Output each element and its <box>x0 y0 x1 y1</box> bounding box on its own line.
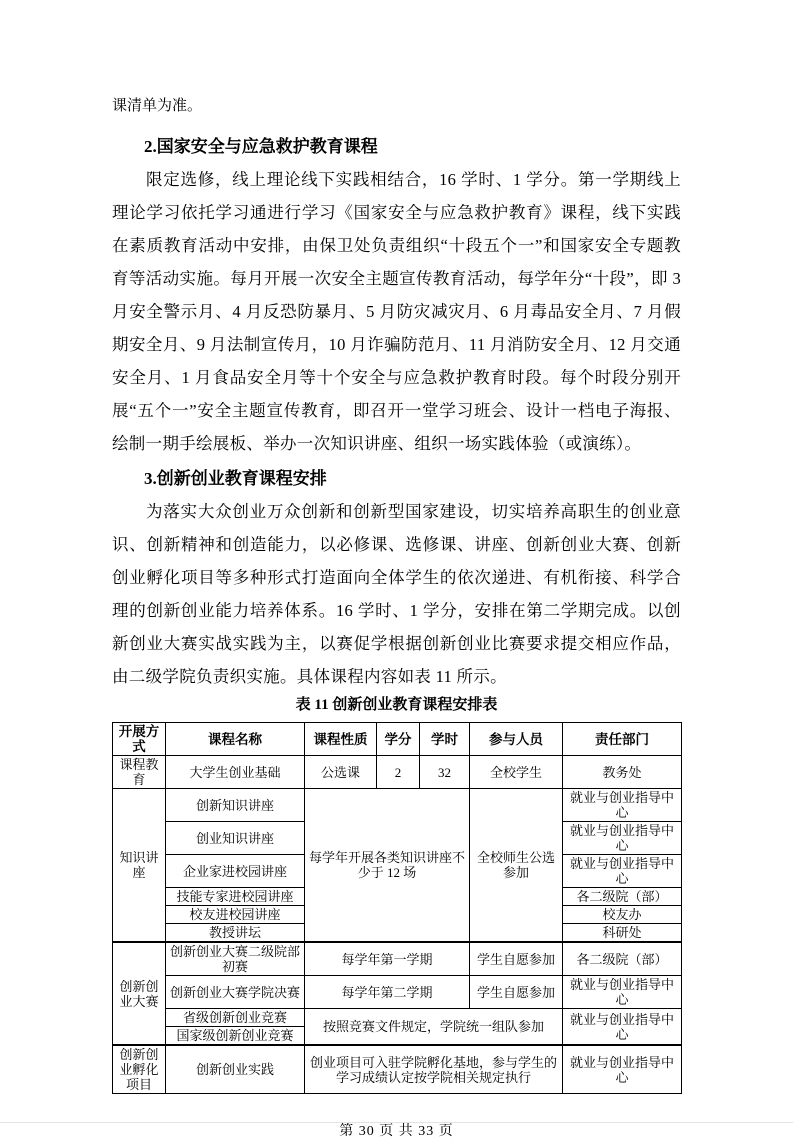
table-row-competition <box>113 942 682 976</box>
cell-department: 就业与创业指导中心 <box>563 1009 682 1046</box>
carryover-text: 课清单为准。 <box>112 98 203 114</box>
cell-course-name: 创新创业实践 <box>166 1045 305 1094</box>
cell-participants: 学生自愿参加 <box>470 976 563 1009</box>
cell-department: 校友办 <box>563 906 682 924</box>
cell-course-name: 大学生创业基础 <box>166 756 305 789</box>
cell-lecture-schedule: 每学年开展各类知识讲座不少于 12 场 <box>305 789 470 943</box>
cell-participants: 学生自愿参加 <box>470 942 563 976</box>
cell-hours: 32 <box>420 756 470 789</box>
cell-participants: 全校学生 <box>470 756 563 789</box>
cell-course-name: 创新创业大赛学院决赛 <box>166 976 305 1009</box>
col-header-credits: 学分 <box>377 723 420 756</box>
cell-credits: 2 <box>377 756 420 789</box>
cell-course-name: 创新知识讲座 <box>166 789 305 822</box>
col-header-method: 开展方式 <box>113 723 166 756</box>
table-row-competition <box>113 976 682 1009</box>
cell-method-competition: 创新创业大赛 <box>113 942 166 1045</box>
cell-nature: 公选课 <box>305 756 377 789</box>
cell-department: 就业与创业指导中心 <box>563 822 682 855</box>
cell-course-name: 省级创新创业竞赛 <box>166 1009 305 1027</box>
cell-course-name: 技能专家进校园讲座 <box>166 888 305 906</box>
cell-department: 就业与创业指导中心 <box>563 789 682 822</box>
cell-course-name: 国家级创新创业竞赛 <box>166 1027 305 1046</box>
cell-department: 就业与创业指导中心 <box>563 1045 682 1094</box>
cell-external-note: 按照竞赛文件规定，学院统一组队参加 <box>305 1009 563 1046</box>
cell-department: 就业与创业指导中心 <box>563 855 682 888</box>
section-2-paragraph: 限定选修，线上理论线下实践相结合，16 学时、1 学分。第一学期线上理论学习依托学习通进行学习《国家安全与应急救护教育》课程，线下实践在素质教育活动中安排，由保卫处负责组织“十段五个一”和国家安全专题教育等活动实施。每月开展一次安全主题宣传教育活动，每学年分“十段”，即 3 月安全警示月、4 月反恐防暴月、5 月防灾减灾月、6 月毒品安全月、7 月假期安全月、9 月法制宣传月，10 月诈骗防范月、11 月消防安全月、12 月交通安全月、1 月食品安全月等十个安全与应急救护教育时段。每个时段分别开展“五个一”安全主题宣传教育，即召开一堂学习班会、设计一档电子海报、绘制一期手绘展板、举办一次知识讲座、组织一场实践体验（或演练）。 <box>112 170 681 453</box>
col-header-nature: 课程性质 <box>305 723 377 756</box>
cell-course-name: 教授讲坛 <box>166 924 305 943</box>
cell-department: 教务处 <box>563 756 682 789</box>
table-row-lecture <box>113 789 682 822</box>
cell-comp-schedule: 每学年第一学期 <box>305 942 470 976</box>
cell-comp-schedule: 每学年第二学期 <box>305 976 470 1009</box>
cell-incubation-note: 创业项目可入驻学院孵化基地，参与学生的学习成绩认定按学院相关规定执行 <box>305 1045 563 1094</box>
col-header-participants: 参与人员 <box>470 723 563 756</box>
cell-method-lectures: 知识讲座 <box>113 789 166 943</box>
table-header-row <box>113 723 682 756</box>
cell-department: 各二级院（部） <box>563 942 682 976</box>
cell-method: 课程教育 <box>113 756 166 789</box>
table-row-incubation <box>113 1045 682 1094</box>
cell-department: 科研处 <box>563 924 682 943</box>
course-arrangement-table <box>112 722 682 1094</box>
section-2-heading: 2.国家安全与应急救护教育课程 <box>144 137 378 156</box>
col-header-department: 责任部门 <box>563 723 682 756</box>
col-header-hours: 学时 <box>420 723 470 756</box>
cell-course-name: 企业家进校园讲座 <box>166 855 305 888</box>
cell-department: 各二级院（部） <box>563 888 682 906</box>
section-3-paragraph: 为落实大众创业万众创新和创新型国家建设，切实培养高职生的创业意识、创新精神和创造能力，以必修课、选修课、讲座、创新创业大赛、创新创业孵化项目等多种形式打造面向全体学生的依次递进、有机衔接、科学合理的创新创业能力培养体系。16 学时、1 学分，安排在第二学期完成。以创新创业大赛实战实践为主，以赛促学根据创新创业比赛要求提交相应作品，由二级学院负责织实施。具体课程内容如表 11 所示。 <box>112 502 681 686</box>
page-number-footer: 第 30 页 共 33 页 <box>339 1124 454 1139</box>
table-row-external-competition <box>113 1009 682 1027</box>
cell-course-name: 校友进校园讲座 <box>166 906 305 924</box>
table-row-course-education <box>113 756 682 789</box>
cell-course-name: 创业知识讲座 <box>166 822 305 855</box>
cell-method-incubation: 创新创业孵化项目 <box>113 1045 166 1094</box>
section-3-heading: 3.创新创业教育课程安排 <box>144 469 327 488</box>
col-header-course-name: 课程名称 <box>166 723 305 756</box>
cell-department: 就业与创业指导中心 <box>563 976 682 1009</box>
page-content <box>112 0 681 1140</box>
table-caption: 表 11 创新创业教育课程安排表 <box>295 697 498 713</box>
cell-lecture-participants: 全校师生公选参加 <box>470 789 563 943</box>
cell-course-name: 创新创业大赛二级院部初赛 <box>166 942 305 976</box>
